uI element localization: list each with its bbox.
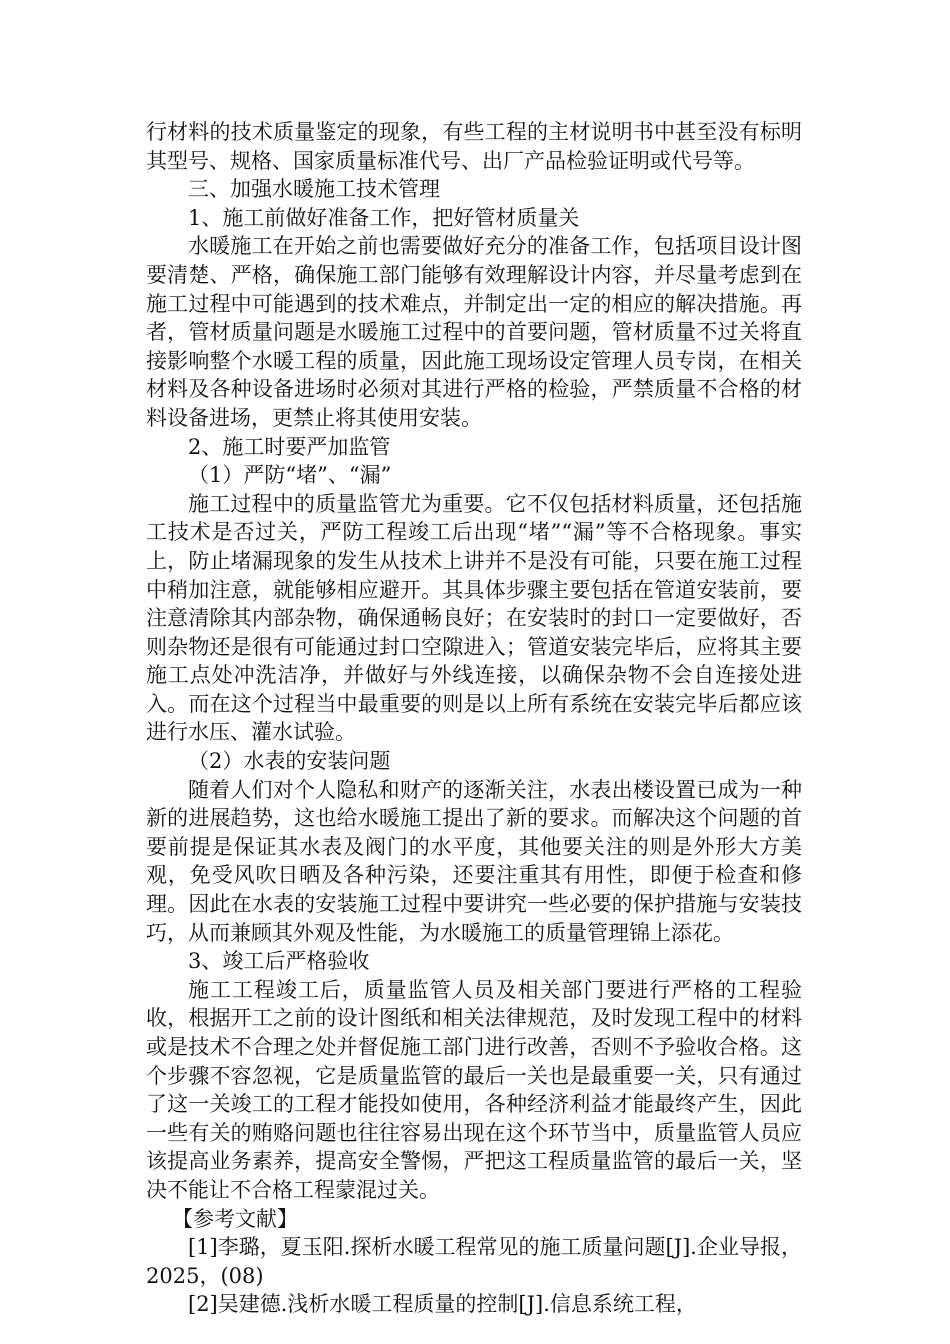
body-paragraph: 施工过程中的质量监管尤为重要。它不仅包括材料质量，还包括施工技术是否过关，严防工程竣工后出现“堵”“漏”等不合格现象。事实上，防止堵漏现象的发生从技术上讲并不是没有可能，只要在施工过程中稍加注意，就能够相应避开。其具体步骤主要包括在管道安装前，要注意清除其内部杂物，确保通畅良好；在安装时的封口一定要做好，否则杂物还是很有可能通过封口空隙进入；管道安装完毕后，应将其主要施工点处冲洗洁净，并做好与外线连接，以确保杂物不会自连接处进入。而在这个过程当中最重要的则是以上所有系统在安装完毕后都应该进行水压、灌水试验。 [146, 491, 802, 745]
document-page [146, 118, 802, 1319]
subsubsection-heading: （2）水表的安装问题 [188, 749, 391, 774]
subsection-heading: 3、竣工后严格验收 [188, 949, 370, 974]
subsection-heading: 2、施工时要严加监管 [188, 434, 391, 459]
subsubsection-heading: （1）严防“堵”、“漏” [188, 463, 392, 488]
reference-item: [2]吴建德.浅析水暖工程质量的控制[J].信息系统工程， [188, 1292, 697, 1317]
subsection-heading: 1、施工前做好准备工作，把好管材质量关 [188, 205, 580, 230]
paragraph-continuation: 行材料的技术质量鉴定的现象，有些工程的主材说明书中甚至没有标明其型号、规格、国家质量标准代号、出厂产品检验证明或代号等。 [146, 120, 802, 173]
body-paragraph: 施工工程竣工后，质量监管人员及相关部门要进行严格的工程验收，根据开工之前的设计图纸和相关法律规范，及时发现工程中的材料或是技术不合理之处并督促施工部门进行改善，否则不予验收合格。这个步骤不容忽视，它是质量监管的最后一关也是最重要一关，只有通过了这一关竣工的工程才能投如使用，各种经济利益才能最终产生，因此一些有关的贿赂问题也往往容易出现在这个环节当中，质量监管人员应该提高业务素养，提高安全警惕，严把这工程质量监管的最后一关，坚决不能让不合格工程蒙混过关。 [146, 977, 802, 1202]
reference-item: [1]李璐，夏玉阳.探析水暖工程常见的施工质量问题[J].企业导报，2025，(08) [146, 1235, 802, 1288]
body-paragraph: 随着人们对个人隐私和财产的逐渐关注，水表出楼设置已成为一种新的进展趋势，这也给水暖施工提出了新的要求。而解决这个问题的首要前提是保证其水表及阀门的水平度，其他要关注的则是外形大方美观，免受风吹日晒及各种污染，还要注重其有用性，即便于检查和修理。因此在水表的安装施工过程中要讲究一些必要的保护措施与安装技巧，从而兼顾其外观及性能，为水暖施工的质量管理锦上添花。 [146, 777, 802, 945]
references-title: 【参考文献】 [172, 1206, 298, 1231]
section-heading: 三、加强水暖施工技术管理 [188, 177, 440, 202]
body-paragraph: 水暖施工在开始之前也需要做好充分的准备工作，包括项目设计图要清楚、严格，确保施工部门能够有效理解设计内容，并尽量考虑到在施工过程中可能遇到的技术难点，并制定出一定的相应的解决措施。再者，管材质量问题是水暖施工过程中的首要问题，管材质量不过关将直接影响整个水暖工程的质量，因此施工现场设定管理人员专岗，在相关材料及各种设备进场时必须对其进行严格的检验，严禁质量不合格的材料设备进场，更禁止将其使用安装。 [146, 234, 802, 430]
